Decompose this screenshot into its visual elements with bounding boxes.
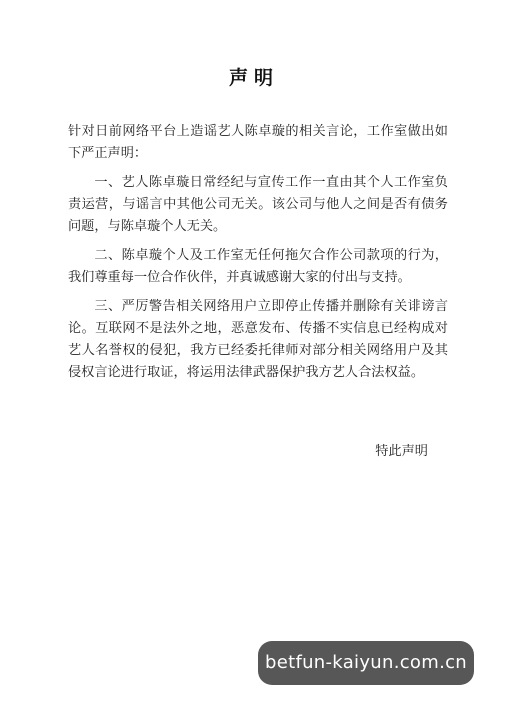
clause-3-paragraph: 三、严厉警告相关网络用户立即停止传播并删除有关诽谤言论。互联网不是法外之地，恶意发布、传播不实信息已经构成对艺人名誉权的侵犯，我方已经委托律师对部分相关网络用户及其侵权言论进行取证，将运用法律武器保护我方艺人合法权益。: [68, 299, 448, 380]
watermark-badge: betfun-kaiyun.com.cn: [258, 641, 474, 685]
clause-2-paragraph: 二、陈卓璇个人及工作室无任何拖欠合作公司款项的行为，我们尊重每一位合作伙伴，并真诚感谢大家的付出与支持。: [68, 248, 448, 285]
document-body: [68, 121, 448, 391]
signature-line: 特此声明: [375, 444, 428, 459]
document-title: 声明: [228, 67, 279, 89]
clause-1-paragraph: 一、艺人陈卓璇日常经纪与宣传工作一直由其个人工作室负责运营，与谣言中其他公司无关。该公司与他人之间是否有债务问题，与陈卓璇个人无关。: [68, 175, 448, 234]
intro-paragraph: 针对日前网络平台上造谣艺人陈卓璇的相关言论，工作室做出如下严正声明：: [68, 124, 448, 161]
